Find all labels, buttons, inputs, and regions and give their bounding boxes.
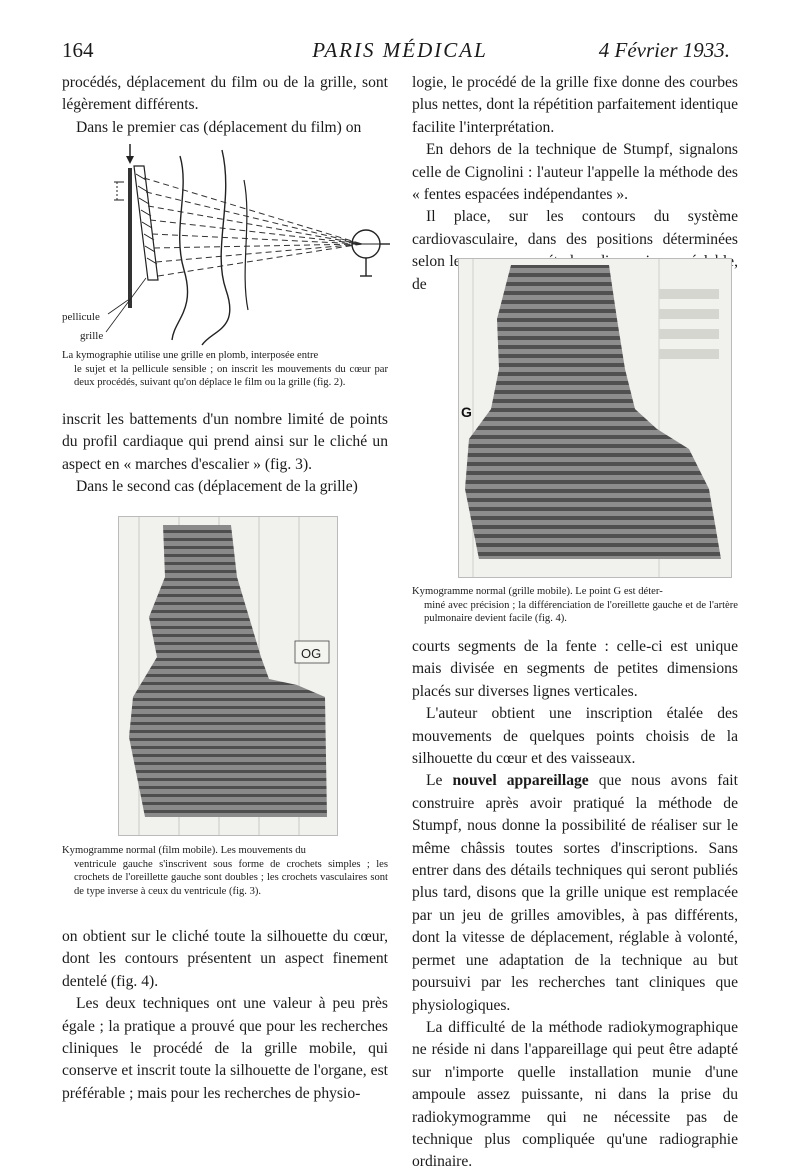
page-number: 164 [62, 38, 94, 62]
paragraph: logie, le procédé de la grille fixe donne des courbes plus nettes, dont la répétition parfaitement identique facilite l'interprétation. [412, 74, 738, 136]
og-label: OG [301, 646, 322, 661]
kymography-diagram [62, 140, 392, 348]
pellicule-label: pellicule [62, 311, 100, 323]
paragraph: Dans le premier cas (déplacement du film) on [76, 118, 362, 136]
left-column-top [62, 72, 388, 139]
bold-term: nouvel appareillage [452, 772, 589, 790]
paragraph: Le nouvel appareillage que nous avons fait construire après avoir pratiqué la méthode de Stumpf, nous donne la possibilité de réaliser sur le même châssis toutes sortes d'inscriptions. Sans entrer dans des détails techniques qui seront publiés plus tard, disons que la grille unique est remplacée par un jeu de grilles amovibles, à pas différents, dont la vitesse de déplacement, réglable à volonté, permet une adaptation de la technique au but poursuivi par les recherches tant cliniques que physiologiques. [412, 772, 738, 1014]
left-column-middle [62, 409, 388, 499]
paragraph: procédés, déplacement du film ou de la grille, sont légèrement différents. [62, 74, 388, 114]
paragraph: courts segments de la fente : celle-ci est unique mais divisée en segments de petites dimensions placés sur diverses lignes verticales. [412, 638, 738, 700]
grille-label: grille [80, 330, 104, 342]
paragraph: Les deux techniques ont une valeur à peu près égale ; la pratique a prouvé que pour les recherches cliniques le procédé de la grille mobile, qui conserve et inscrit toute la silhouette de l'organe, est préférable ; mais pour les recherches de physio- [62, 995, 388, 1102]
figure-2-caption: La kymographie utilise une grille en plomb, interposée entre le sujet et la pellicule sensible ; on inscrit les mouvements du cœur par deux procédés, suivant qu'on déplace le film ou la grille (fig. 2). [62, 350, 388, 389]
kymogram-film-mobile [118, 516, 338, 836]
journal-title: PARIS MÉDICAL [312, 38, 488, 62]
g-point-label: G [461, 404, 472, 420]
paragraph: inscrit les battements d'un nombre limité de points du profil cardiaque qui prend ainsi sur le cliché un aspect en « marches d'escalier » (fig. 3). [62, 411, 388, 473]
left-column-bottom [62, 926, 388, 1105]
paragraph: on obtient sur le cliché toute la silhouette du cœur, dont les contours présentent un aspect finement dentelé (fig. 4). [62, 928, 388, 990]
right-column-bottom [412, 636, 738, 1174]
paragraph: En dehors de la technique de Stumpf, signalons celle de Cignolini : l'auteur l'appelle la méthode des « fentes espacées indépendantes ». [412, 141, 738, 204]
paragraph: L'auteur obtient une inscription étalée des mouvements de quelques points choisis de la silhouette du cœur et des vaisseaux. [412, 705, 738, 768]
paragraph: Il place, sur les contours du système cardiovasculaire, dans des positions déterminées selon les cas par une étude radioscopique préalable, de [412, 208, 738, 293]
issue-date: 4 Février 1933. [598, 38, 730, 62]
figure-3-caption: Kymogramme normal (film mobile). Les mouvements du ventricule gauche s'inscrivent sous forme de crochets simples ; les crochets de l'oreillette gauche sont doubles ; les crochets vasculaires sont de type inverse à ceux du ventricule (fig. 3). [62, 845, 388, 897]
paragraph: Dans le second cas (déplacement de la grille) [76, 478, 358, 496]
paragraph: La difficulté de la méthode radiokymographique ne réside ni dans l'appareillage qui peut être adapté sur n'importe quelle installation munie d'une ampoule assez puissante, ni dans la prise du radiokymogramme qui ne nécessite pas de technique plus compliquée qu'une radiographie ordinaire. [412, 1018, 738, 1171]
kymogram-grille-mobile [458, 258, 732, 578]
figure-4-caption: Kymogramme normal (grille mobile). Le point G est déter- miné avec précision ; la différenciation de l'oreillette gauche et de l'artère pulmonaire devient facile (fig. 4). [412, 586, 738, 625]
